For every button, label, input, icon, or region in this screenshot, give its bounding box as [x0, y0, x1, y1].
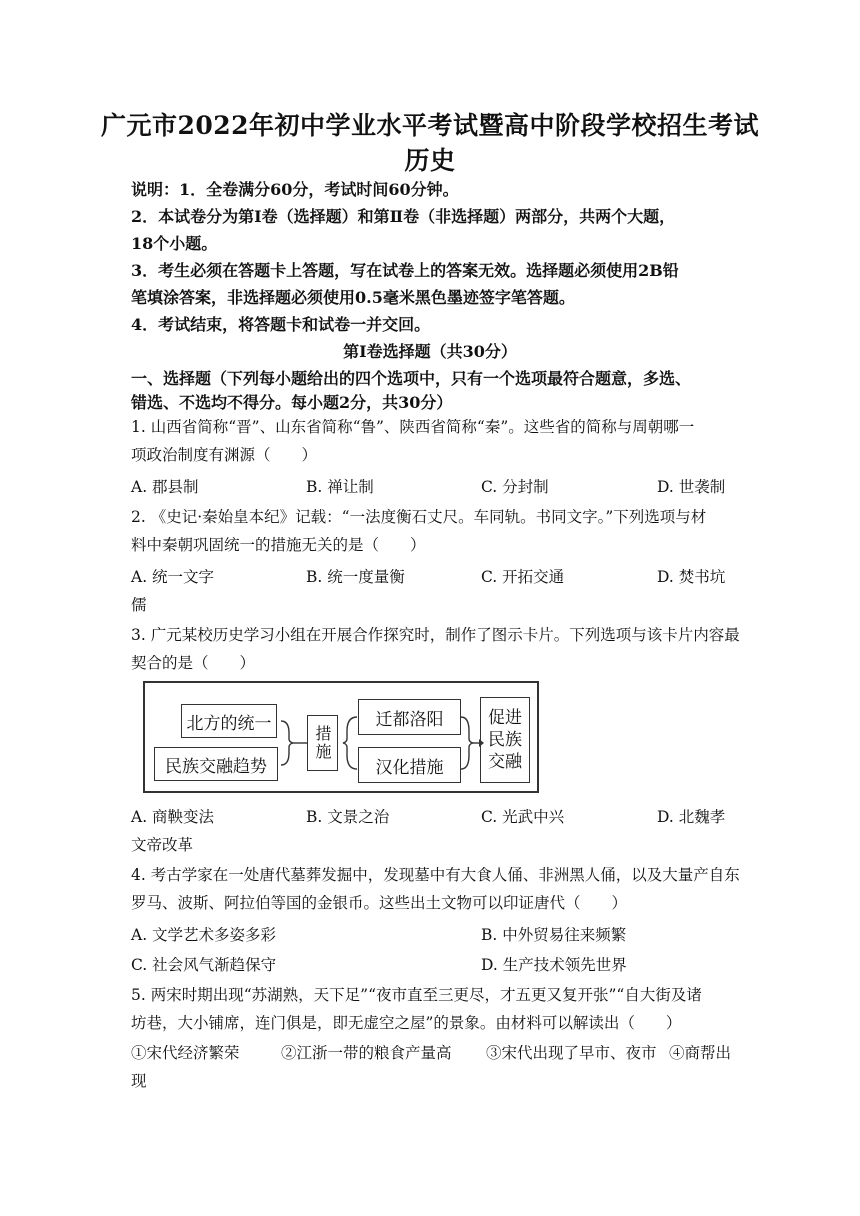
q4-option-d: D. 生产技术领先世界: [481, 956, 627, 974]
q1-option-a: A. 郡县制: [131, 478, 199, 496]
diagram-result-line: 民族: [488, 730, 522, 750]
instruction-line: 笔填涂答案，非选择题必须使用0.5毫米黑色墨迹签字笔答题。: [131, 288, 575, 307]
section-heading: 一、选择题（下列每小题给出的四个选项中，只有一个选项最符合题意，多选、: [131, 369, 692, 388]
q1-option-c: C. 分封制: [481, 478, 549, 496]
q4-option-a: A. 文学艺术多姿多彩: [131, 926, 277, 944]
concept-card-diagram: [143, 681, 539, 793]
diagram-connectors: [143, 681, 539, 793]
q1-option-b: B. 禅让制: [306, 478, 374, 496]
question-4-stem: 罗马、波斯、阿拉伯等国的金银币。这些出土文物可以印证唐代（ ）: [131, 894, 628, 912]
question-2-stem: 2. 《史记·秦始皇本纪》记载：“一法度衡石丈尺。车同轨。书同文字。”下列选项与材: [131, 508, 707, 526]
diagram-box-sinicization-measures: 汉化措施: [358, 747, 461, 783]
q5-item-4: ④商帮出: [669, 1044, 732, 1062]
q3-option-d-wrap: 文帝改革: [131, 836, 194, 854]
subject-title: 历史: [404, 146, 456, 175]
q5-item-4-wrap: 现: [131, 1072, 147, 1090]
question-5-stem: 坊巷，大小铺席，连门俱是，即无虚空之屋”的景象。由材料可以解读出（ ）: [131, 1014, 682, 1032]
instruction-line: 18个小题。: [131, 234, 218, 253]
q2-option-c: C. 开拓交通: [481, 568, 565, 586]
question-4-stem: 4. 考古学家在一处唐代墓葬发掘中，发现墓中有大食人俑、非洲黑人俑，以及大量产自东: [131, 866, 740, 884]
q4-option-c: C. 社会风气渐趋保守: [131, 956, 277, 974]
question-1-stem: 项政治制度有渊源（ ）: [131, 446, 318, 464]
question-1-stem: 1. 山西省简称“晋”、山东省简称“鲁”、陕西省简称“秦”。这些省的简称与周朝哪一: [131, 418, 695, 436]
q3-option-b: B. 文景之治: [306, 808, 390, 826]
q2-option-a: A. 统一文字: [131, 568, 215, 586]
question-5-stem: 5. 两宋时期出现“苏湖熟，天下足”“夜市直至三更尽，才五更又复开张”“自大街及诸: [131, 986, 702, 1004]
instruction-line: 3．考生必须在答题卡上答题，写在试卷上的答案无效。选择题必须使用2B铅: [131, 261, 679, 280]
q2-option-d: D. 焚书坑: [657, 568, 726, 586]
question-3-stem: 3. 广元某校历史学习小组在开展合作探究时，制作了图示卡片。下列选项与该卡片内容最: [131, 626, 740, 644]
diagram-result-line: 促进: [488, 708, 522, 728]
question-2-stem: 料中秦朝巩固统一的措施无关的是（ ）: [131, 536, 426, 554]
q5-item-1: ①宋代经济繁荣: [131, 1044, 240, 1062]
q1-option-d: D. 世袭制: [657, 478, 726, 496]
q3-option-c: C. 光武中兴: [481, 808, 565, 826]
diagram-box-ethnic-fusion-trend: 民族交融趋势: [154, 747, 278, 781]
q2-option-d-wrap: 儒: [131, 596, 147, 614]
q5-item-3: ③宋代出现了早市、夜市: [486, 1044, 657, 1062]
diagram-box-measures: 措施: [307, 715, 338, 771]
instruction-line: 4．考试结束，将答题卡和试卷一并交回。: [131, 315, 431, 334]
instruction-line: 说明：1．全卷满分60分，考试时间60分钟。: [131, 180, 459, 199]
section-heading: 错选、不选均不得分。每小题2分，共30分）: [131, 393, 453, 412]
q4-option-b: B. 中外贸易往来频繁: [481, 926, 627, 944]
q5-item-2: ②江浙一带的粮食产量高: [281, 1044, 452, 1062]
diagram-box-move-capital-luoyang: 迁都洛阳: [358, 699, 461, 735]
part-title: 第Ⅰ卷选择题（共30分）: [343, 342, 517, 361]
diagram-result-line: 交融: [488, 752, 522, 772]
q3-option-d: D. 北魏孝: [657, 808, 726, 826]
exam-title: 广元市2022年初中学业水平考试暨高中阶段学校招生考试: [100, 111, 760, 140]
q3-option-a: A. 商鞅变法: [131, 808, 215, 826]
q2-option-b: B. 统一度量衡: [306, 568, 405, 586]
instruction-line: 2．本试卷分为第Ⅰ卷（选择题）和第Ⅱ卷（非选择题）两部分，共两个大题，: [131, 207, 676, 226]
question-3-stem: 契合的是（ ）: [131, 654, 256, 672]
diagram-box-northern-unification: 北方的统一: [181, 704, 277, 738]
